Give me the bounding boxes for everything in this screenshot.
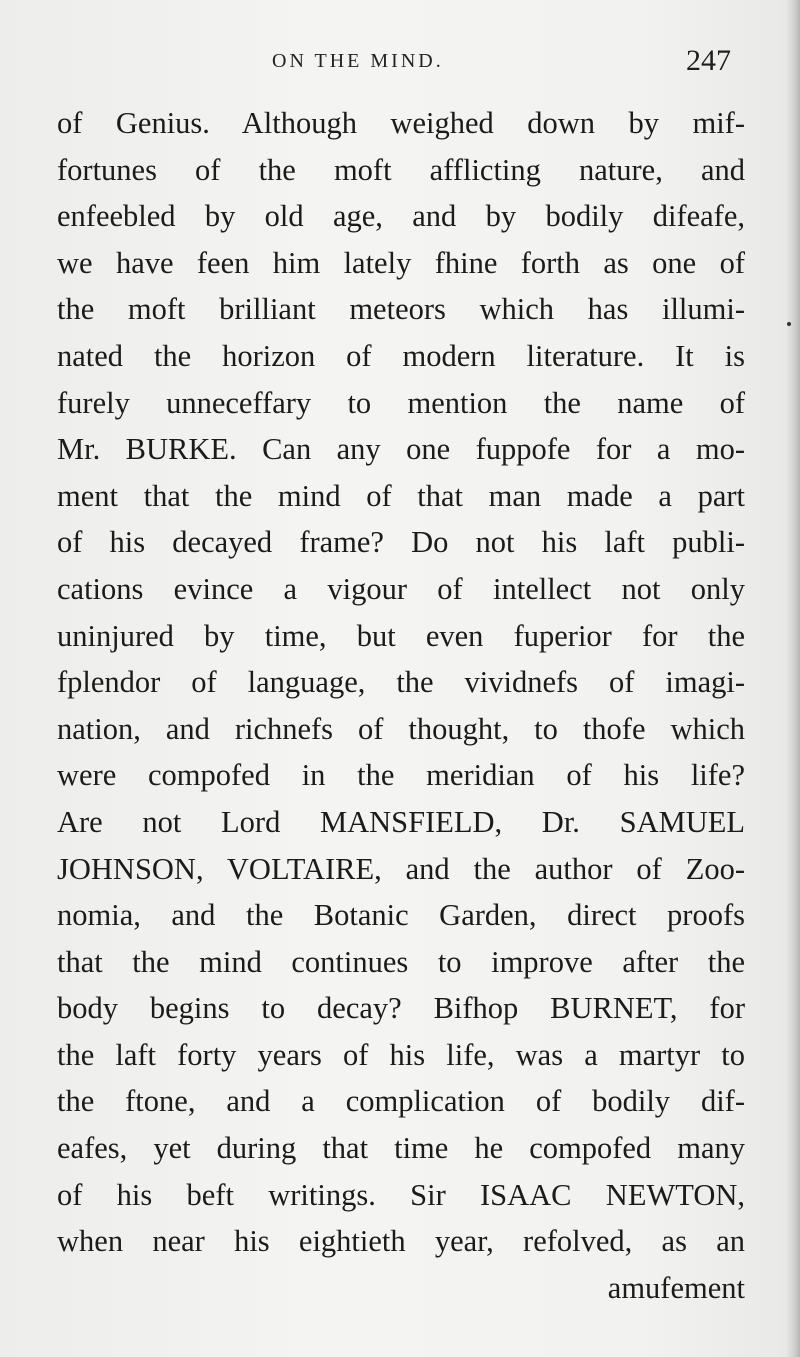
text-line: uninjured by time, but even fuperior for the xyxy=(57,618,745,653)
text-line: nation, and richnefs of thought, to thofe which xyxy=(57,711,745,746)
running-head-title: ON THE MIND. xyxy=(272,50,444,72)
text-line: of his decayed frame? Do not his laft publi- xyxy=(57,525,745,560)
text-line: eafes, yet during that time he compofed many xyxy=(57,1131,745,1166)
text-line: furely unneceffary to mention the name of xyxy=(57,385,745,420)
text-line: of his beft writings. Sir ISAAC NEWTON, xyxy=(57,1177,745,1212)
text-line: that the mind continues to improve after the xyxy=(57,944,745,979)
text-line: nomia, and the Botanic Garden, direct proofs xyxy=(57,898,745,933)
text-line: Mr. BURKE. Can any one fuppofe for a mo- xyxy=(57,432,745,467)
catchword: amufement xyxy=(607,1270,745,1305)
text-line: ment that the mind of that man made a part xyxy=(57,478,745,513)
text-line: when near his eightieth year, refolved, as an xyxy=(57,1224,745,1259)
text-line: nated the horizon of modern literature. It is xyxy=(57,338,745,373)
text-line: body begins to decay? Bifhop BURNET, for xyxy=(57,991,745,1026)
text-line: the laft forty years of his life, was a martyr to xyxy=(57,1037,745,1072)
text-line: fortunes of the moft afflicting nature, and xyxy=(57,152,745,187)
text-line: were compofed in the meridian of his life? xyxy=(57,758,745,793)
text-line: of Genius. Although weighed down by mif- xyxy=(57,106,745,140)
text-line: Are not Lord MANSFIELD, Dr. SAMUEL xyxy=(57,804,745,839)
text-line: we have feen him lately fhine forth as one of xyxy=(57,245,745,280)
running-head xyxy=(0,44,800,78)
ink-speck xyxy=(787,322,791,326)
text-line: the ftone, and a complication of bodily dif- xyxy=(57,1084,745,1119)
text-line: the moft brilliant meteors which has illumi- xyxy=(57,292,745,327)
text-line: fplendor of language, the vividnefs of imagi- xyxy=(57,665,745,700)
page-number: 247 xyxy=(686,44,731,77)
text-line: cations evince a vigour of intellect not only xyxy=(57,571,745,606)
text-line: enfeebled by old age, and by bodily difeafe, xyxy=(57,199,745,234)
text-line: JOHNSON, VOLTAIRE, and the author of Zoo- xyxy=(57,851,745,886)
page-edge-shadow xyxy=(786,0,800,1357)
body-text xyxy=(57,100,745,1311)
